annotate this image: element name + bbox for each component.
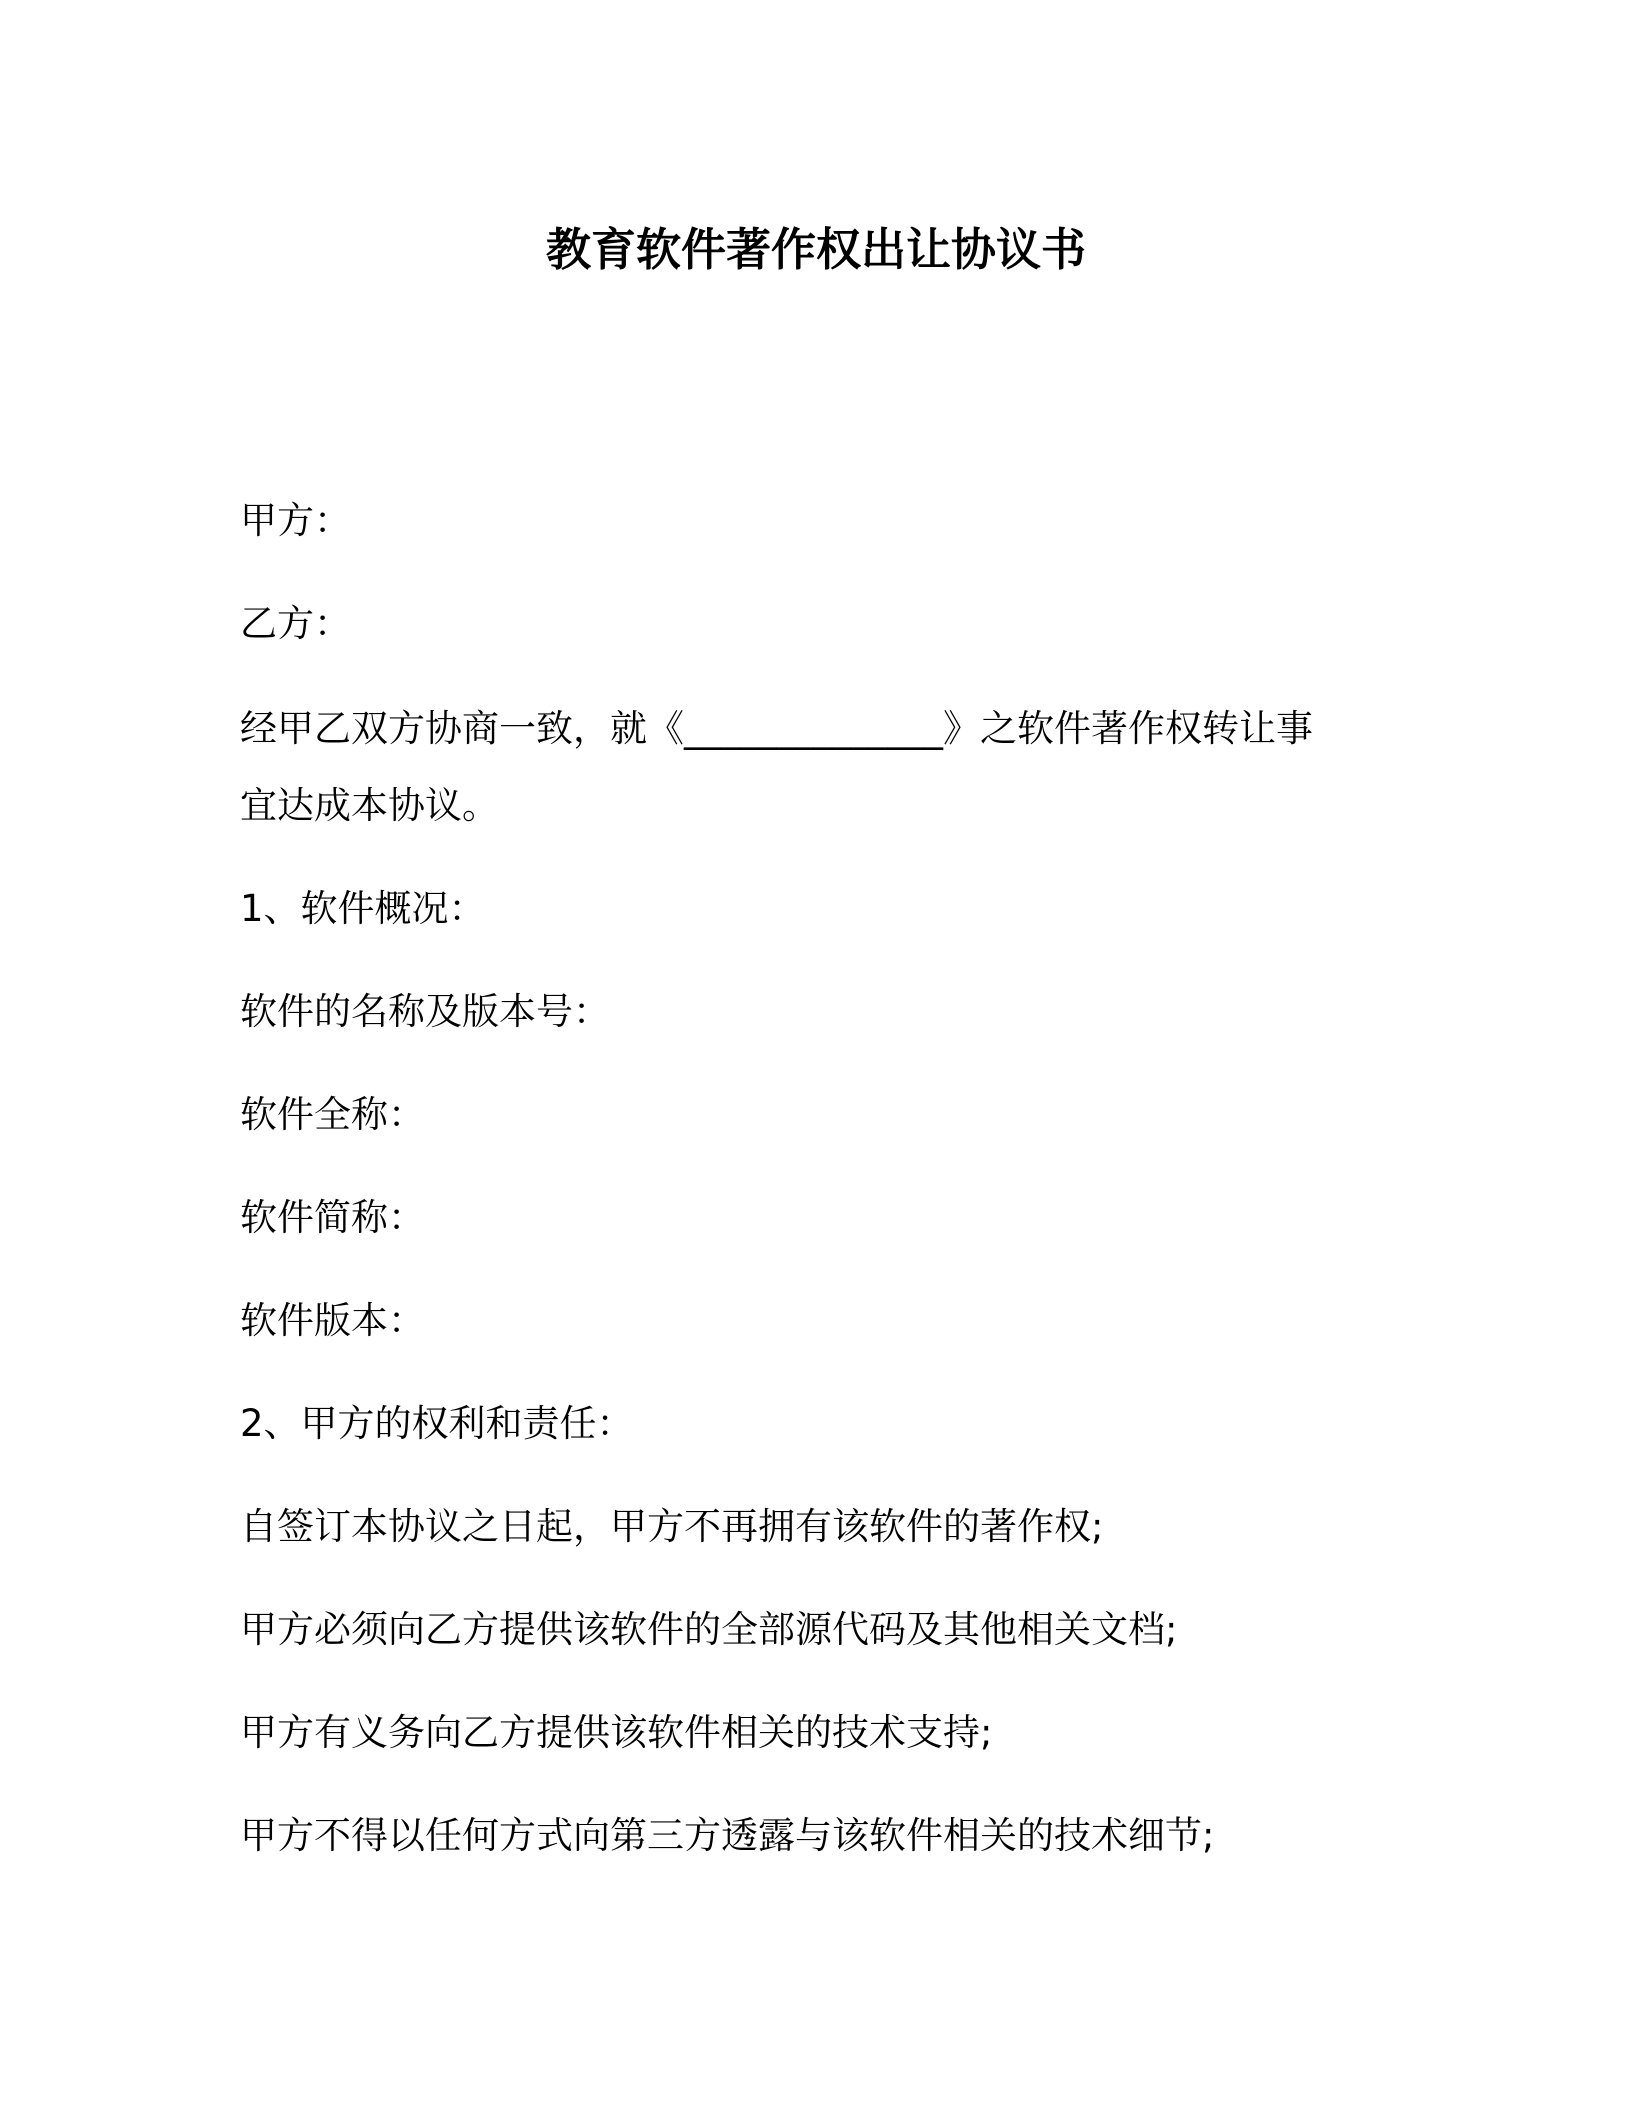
section-2-heading: 2、甲方的权利和责任： xyxy=(240,1402,634,1445)
section-1-heading: 1、软件概况： xyxy=(240,887,486,930)
intro-paragraph-line-2: 宜达成本协议。 xyxy=(240,784,499,827)
clause-a4: 甲方不得以任何方式向第三方透露与该软件相关的技术细节; xyxy=(240,1814,1215,1857)
clause-a3: 甲方有义务向乙方提供该软件相关的技术支持; xyxy=(240,1711,993,1754)
software-version-label: 软件版本： xyxy=(240,1299,425,1342)
party-a-label: 甲方： xyxy=(240,499,351,542)
software-name-version-label: 软件的名称及版本号： xyxy=(240,990,610,1033)
software-short-name-label: 软件简称： xyxy=(240,1196,425,1239)
intro-paragraph-line-1: 经甲乙双方协商一致，就《______________》之软件著作权转让事 xyxy=(240,707,1313,750)
clause-a1: 自签订本协议之日起，甲方不再拥有该软件的著作权; xyxy=(240,1505,1104,1548)
document-title: 教育软件著作权出让协议书 xyxy=(545,223,1086,276)
party-b-label: 乙方： xyxy=(240,602,351,645)
clause-a2: 甲方必须向乙方提供该软件的全部源代码及其他相关文档; xyxy=(240,1608,1178,1651)
software-full-name-label: 软件全称： xyxy=(240,1093,425,1136)
